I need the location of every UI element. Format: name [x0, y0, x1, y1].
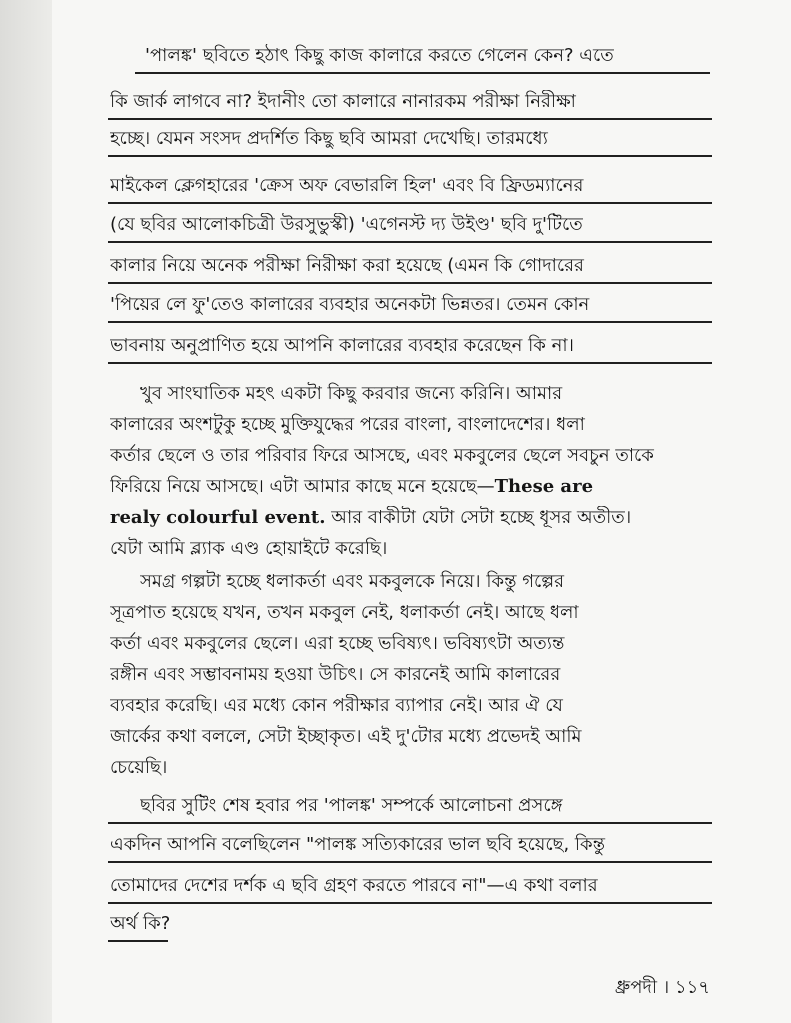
underline-rule [108, 362, 712, 364]
question-line: মাইকেল ক্লেগহারের 'ক্রেস অফ বেভারলি হিল' এবং বি ফ্রিডম্যানের [110, 175, 584, 196]
page-edge [0, 0, 52, 1023]
answer-line: রঙ্গীন এবং সম্ভাবনাময় হওয়া উচিৎ। সে কারনেই আমি কালারের [110, 664, 561, 685]
underline-rule [108, 282, 712, 284]
answer-line: চেয়েছি। [110, 757, 168, 778]
underline-rule [108, 321, 712, 323]
underline-rule [108, 202, 712, 204]
question-line: ছবির সুটিং শেষ হবার পর 'পালঙ্ক' সম্পর্কে আলোচনা প্রসঙ্গে [140, 795, 563, 816]
underline-rule [108, 861, 712, 863]
english-phrase: These are [494, 476, 594, 497]
answer-line: খুব সাংঘাতিক মহৎ একটা কিছু করবার জন্যে করিনি। আমার [140, 383, 563, 404]
underline-rule [135, 72, 710, 74]
question-line: অর্থ কি? [110, 913, 171, 934]
footer-separator: । [657, 977, 675, 998]
question-line: ভাবনায় অনুপ্রাণিত হয়ে আপনি কালারের ব্যবহার করেছেন কি না। [110, 335, 574, 356]
question-line: তোমাদের দেশের দর্শক এ ছবি গ্রহণ করতে পারবে না"—এ কথা বলার [110, 875, 598, 896]
answer-line: কর্তা এবং মকবুলের ছেলে। এরা হচ্ছে ভবিষ্যৎ। ভবিষ্যৎটা অত্যন্ত [110, 633, 565, 654]
question-line: একদিন আপনি বলেছিলেন "পালঙ্ক সত্যিকারের ভাল ছবি হয়েছে, কিন্তু [110, 834, 606, 855]
answer-line [110, 475, 710, 499]
question-line: 'পালঙ্ক' ছবিতে হঠাৎ কিছু কাজ কালারে করতে গেলেন কেন? এতে [145, 45, 614, 66]
page-footer [560, 976, 710, 1000]
answer-text: ফিরিয়ে নিয়ে আসছে। এটা আমার কাছে মনে হয়েছে— [110, 476, 495, 497]
answer-line: ব্যবহার করেছি। এর মধ্যে কোন পরীক্ষার ব্যাপার নেই। আর ঐ যে [110, 695, 563, 716]
english-phrase: realy colourful event. [110, 507, 326, 528]
underline-rule [108, 902, 712, 904]
question-line: (যে ছবির আলোকচিত্রী উরসুভুস্কী) 'এগেনস্ট দ্য উইণ্ড' ছবি দু'টিতে [110, 214, 583, 235]
question-line: কালার নিয়ে অনেক পরীক্ষা নিরীক্ষা করা হয়েছে (এমন কি গোদারের [110, 255, 584, 276]
answer-text: আর বাকীটা যেটা সেটা হচ্ছে ধূসর অতীত। [325, 507, 632, 528]
underline-rule [108, 118, 712, 120]
answer-line: জার্কের কথা বললে, সেটা ইচ্ছাকৃত। এই দু'টোর মধ্যে প্রভেদই আমি [110, 726, 582, 747]
answer-line: কালারের অংশটুকু হচ্ছে মুক্তিযুদ্ধের পরের বাংলা, বাংলাদেশের। ধলা [110, 414, 585, 435]
underline-rule [108, 940, 168, 942]
page-number: ১১৭ [674, 977, 710, 998]
question-line: 'পিয়ের লে ফু'তেও কালারের ব্যবহার অনেকটা ভিন্নতর। তেমন কোন [110, 294, 590, 315]
question-line: কি জার্ক লাগবে না? ইদানীং তো কালারে নানারকম পরীক্ষা নিরীক্ষা [110, 91, 576, 112]
journal-name: ধ্রুপদী [614, 977, 658, 998]
answer-line: সমগ্র গল্পটা হচ্ছে ধলাকর্তা এবং মকবুলকে নিয়ে। কিন্তু গল্পের [140, 571, 564, 592]
answer-line: যেটা আমি ব্ল্যাক এণ্ড হোয়াইটে করেছি। [110, 538, 388, 559]
answer-line: কর্তার ছেলে ও তার পরিবার ফিরে আসছে, এবং মকবুলের ছেলে সবচুন তাকে [110, 445, 654, 466]
answer-line: সূত্রপাত হয়েছে যখন, তখন মকবুল নেই, ধলাকর্তা নেই। আছে ধলা [110, 602, 579, 623]
underline-rule [108, 155, 712, 157]
answer-line [110, 506, 710, 530]
underline-rule [108, 822, 712, 824]
question-line: হচ্ছে। যেমন সংসদ প্রদর্শিত কিছু ছবি আমরা দেখেছি। তারমধ্যে [110, 128, 548, 149]
underline-rule [108, 241, 712, 243]
